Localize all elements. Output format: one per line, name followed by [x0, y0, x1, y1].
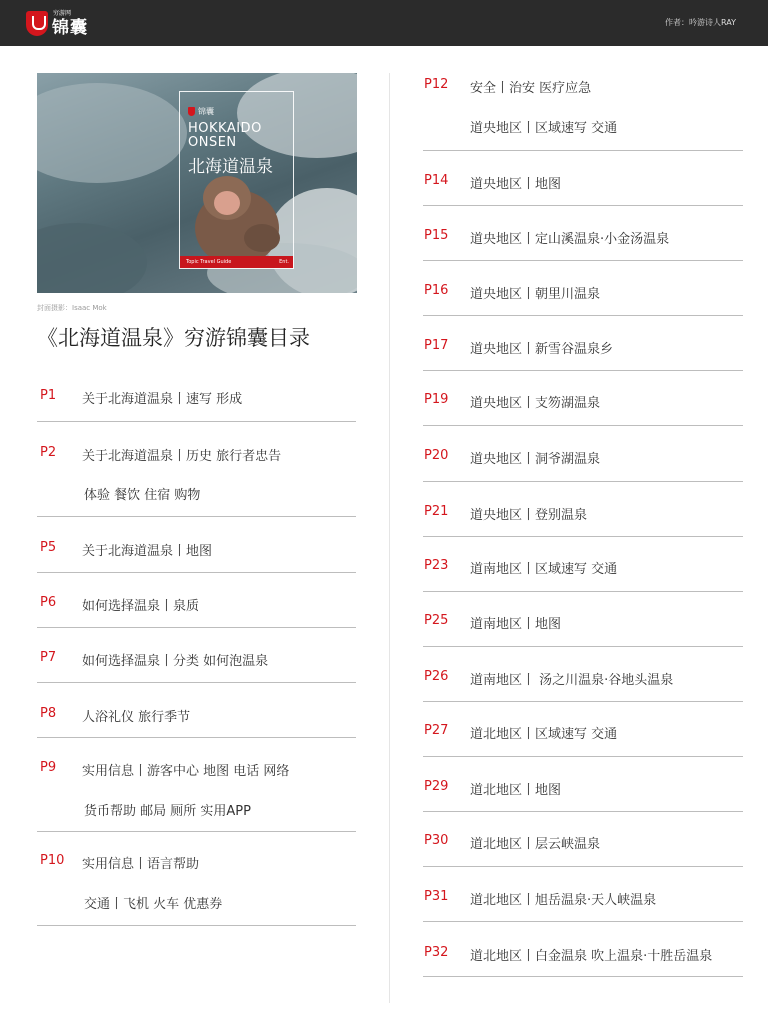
toc-entry-text[interactable]: 道北地区丨白金温泉 吹上温泉·十胜岳温泉 — [470, 949, 713, 964]
cover-title-frame — [179, 91, 294, 269]
toc-divider — [423, 976, 743, 977]
toc-entry-text[interactable]: 道央地区丨区域速写 交通 — [470, 121, 618, 136]
toc-divider — [37, 737, 356, 738]
toc-divider — [423, 756, 743, 757]
page-title: 《北海道温泉》穷游锦囊目录 — [37, 326, 310, 350]
toc-divider — [423, 536, 743, 537]
cover-brand — [188, 106, 214, 117]
author-label: 作者：吟游诗人RAY — [665, 18, 736, 27]
cover-shield-icon — [188, 107, 195, 116]
toc-entry-text[interactable]: 道北地区丨地图 — [470, 783, 562, 798]
toc-page-number[interactable]: P12 — [424, 77, 449, 92]
logo-subtext: 穷游网 — [53, 10, 72, 17]
toc-page-number[interactable]: P30 — [424, 833, 449, 848]
toc-entry-text[interactable]: 道央地区丨朝里川温泉 — [470, 287, 601, 302]
toc-entry-text[interactable]: 道南地区丨区域速写 交通 — [470, 562, 618, 577]
cover-title-en-line1: HOKKAIDO — [188, 121, 262, 136]
toc-divider — [423, 370, 743, 371]
toc-divider — [423, 205, 743, 206]
toc-divider — [423, 425, 743, 426]
toc-divider — [423, 646, 743, 647]
toc-page-number[interactable]: P5 — [40, 540, 57, 555]
toc-page-number[interactable]: P6 — [40, 595, 57, 610]
toc-entry-text[interactable]: 实用信息丨游客中心 地图 电话 网络 — [82, 764, 290, 779]
toc-page-number[interactable]: P27 — [424, 723, 449, 738]
toc-divider — [423, 921, 743, 922]
toc-divider — [37, 925, 356, 926]
toc-entry-text[interactable]: 关于北海道温泉丨地图 — [82, 544, 213, 559]
toc-page-number[interactable]: P14 — [424, 173, 449, 188]
toc-entry-text[interactable]: 道央地区丨新雪谷温泉乡 — [470, 342, 614, 357]
toc-entry-text[interactable]: 道北地区丨层云峡温泉 — [470, 837, 601, 852]
toc-page-number[interactable]: P17 — [424, 338, 449, 353]
toc-entry-text[interactable]: 道北地区丨区域速写 交通 — [470, 727, 618, 742]
toc-divider — [423, 811, 743, 812]
toc-page-number[interactable]: P10 — [40, 853, 65, 868]
toc-divider — [37, 627, 356, 628]
toc-page-number[interactable]: P9 — [40, 760, 57, 775]
toc-divider — [37, 572, 356, 573]
toc-divider — [37, 516, 356, 517]
toc-divider — [423, 150, 743, 151]
top-bar — [0, 0, 768, 46]
shield-logo-icon — [26, 11, 48, 36]
toc-page-number[interactable]: P7 — [40, 650, 57, 665]
toc-entry-text[interactable]: 道央地区丨定山溪温泉·小金汤温泉 — [470, 232, 670, 247]
cover-title-en-line2: ONSEN — [188, 135, 237, 150]
toc-entry-text[interactable]: 如何选择温泉丨泉质 — [82, 599, 200, 614]
toc-page-number[interactable]: P23 — [424, 558, 449, 573]
toc-divider — [37, 421, 356, 422]
toc-page-number[interactable]: P16 — [424, 283, 449, 298]
toc-divider — [37, 831, 356, 832]
toc-entry-text[interactable]: 实用信息丨语言帮助 — [82, 857, 200, 872]
cover-caption: 封面摄影：Isaac Mok — [37, 304, 107, 312]
toc-page-number[interactable]: P31 — [424, 889, 449, 904]
toc-entry-text[interactable]: 道北地区丨旭岳温泉·天人峡温泉 — [470, 893, 657, 908]
toc-page-number[interactable]: P32 — [424, 945, 449, 960]
toc-divider — [423, 866, 743, 867]
logo-text: 锦囊 — [52, 17, 88, 38]
toc-page-number[interactable]: P2 — [40, 445, 57, 460]
cover-band — [180, 256, 293, 268]
toc-entry-text[interactable]: 货币帮助 邮局 厕所 实用APP — [84, 804, 251, 819]
toc-entry-text[interactable]: 道央地区丨地图 — [470, 177, 562, 192]
cover-brand-text: 锦囊 — [198, 107, 214, 116]
toc-page-number[interactable]: P20 — [424, 448, 449, 463]
toc-divider — [423, 481, 743, 482]
toc-page-number[interactable]: P1 — [40, 388, 57, 403]
toc-divider — [423, 315, 743, 316]
column-divider — [389, 73, 390, 1003]
toc-entry-text[interactable]: 道央地区丨洞爷湖温泉 — [470, 452, 601, 467]
cover-image — [37, 73, 357, 293]
toc-divider — [37, 682, 356, 683]
toc-entry-text[interactable]: 道央地区丨登别温泉 — [470, 508, 588, 523]
cover-title-cn: 北海道温泉 — [188, 157, 273, 177]
toc-entry-text[interactable]: 安全丨治安 医疗应急 — [470, 81, 592, 96]
cover-band-page: Ent. — [279, 259, 289, 265]
toc-entry-text[interactable]: 如何选择温泉丨分类 如何泡温泉 — [82, 654, 269, 669]
toc-page-number[interactable]: P8 — [40, 706, 57, 721]
toc-entry-text[interactable]: 道南地区丨 汤之川温泉·谷地头温泉 — [470, 673, 674, 688]
toc-entry-text[interactable]: 关于北海道温泉丨速写 形成 — [82, 392, 243, 407]
brand-logo[interactable] — [26, 10, 88, 36]
toc-page-number[interactable]: P21 — [424, 504, 449, 519]
toc-page-number[interactable]: P29 — [424, 779, 449, 794]
toc-entry-text[interactable]: 道南地区丨地图 — [470, 617, 562, 632]
cover-title-en — [188, 122, 262, 150]
toc-divider — [423, 260, 743, 261]
toc-entry-text[interactable]: 交通丨飞机 火车 优惠券 — [84, 897, 223, 912]
cover-band-text: Topic Travel Guide — [186, 259, 232, 265]
toc-page-number[interactable]: P26 — [424, 669, 449, 684]
toc-page-number[interactable]: P25 — [424, 613, 449, 628]
toc-divider — [423, 591, 743, 592]
toc-entry-text[interactable]: 体验 餐饮 住宿 购物 — [84, 488, 201, 503]
toc-page-number[interactable]: P19 — [424, 392, 449, 407]
toc-page-number[interactable]: P15 — [424, 228, 449, 243]
toc-entry-text[interactable]: 人浴礼仪 旅行季节 — [82, 710, 191, 725]
toc-entry-text[interactable]: 关于北海道温泉丨历史 旅行者忠告 — [82, 449, 282, 464]
toc-divider — [423, 701, 743, 702]
toc-entry-text[interactable]: 道央地区丨支笏湖温泉 — [470, 396, 601, 411]
